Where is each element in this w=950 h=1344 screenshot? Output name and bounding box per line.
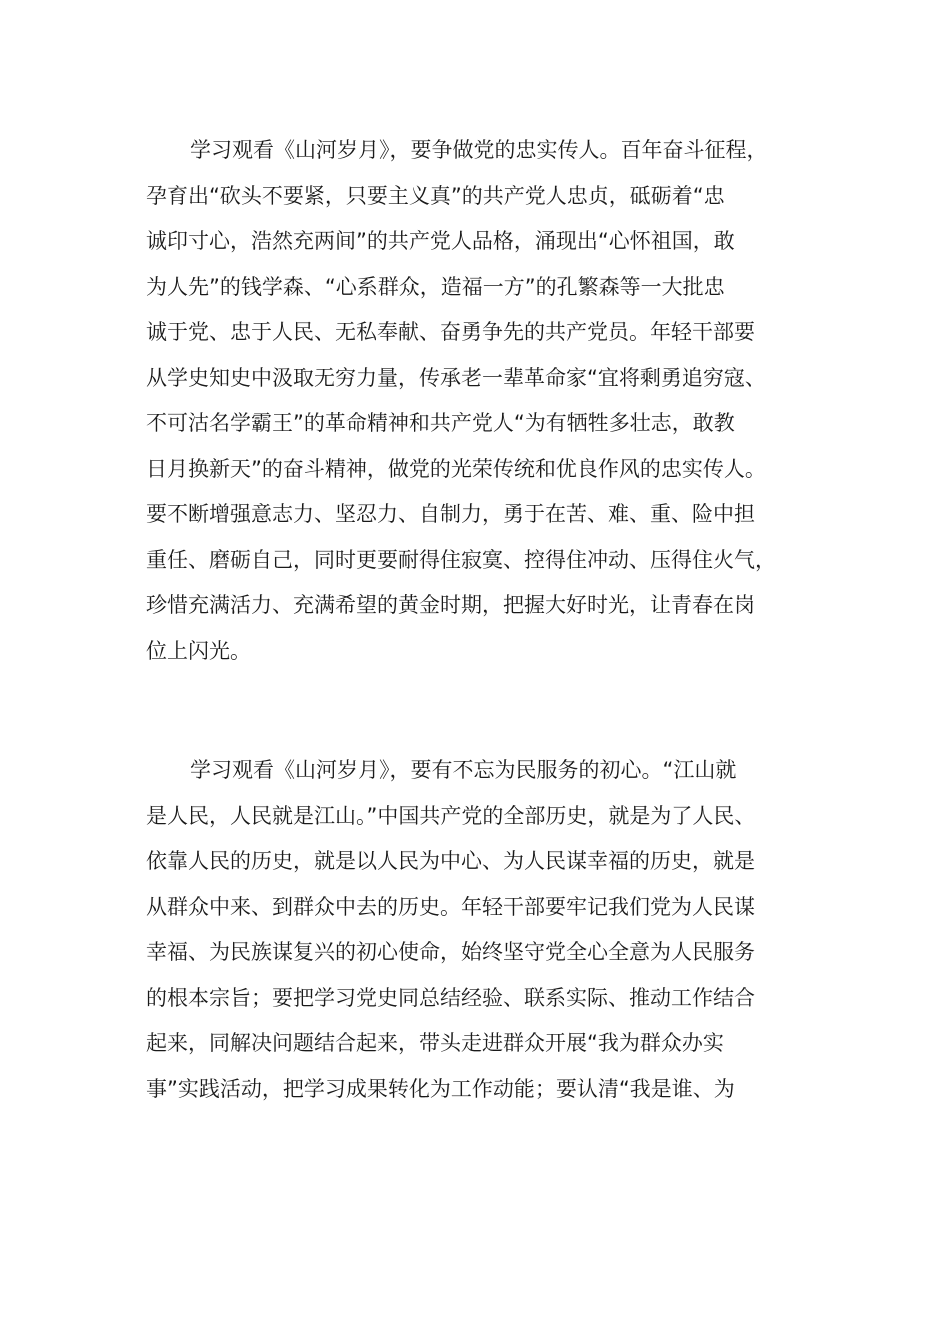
paragraph-2-line-1: 学习观看《山河岁月》，要有不忘为民服务的初心。“江山就 [190, 758, 737, 782]
paragraph-1-line-7: 不可沽名学霸王”的革命精神和共产党人“为有牺牲多壮志，敢教 [146, 411, 735, 435]
paragraph-1-line-9: 要不断增强意志力、坚忍力、自制力，勇于在苦、难、重、险中担 [146, 502, 755, 526]
paragraph-1-line-12: 位上闪光。 [146, 638, 251, 663]
paragraph-1-line-3: 诚印寸心，浩然充两间”的共产党人品格，涌现出“心怀祖国，敢 [146, 229, 735, 253]
paragraph-1-line-6: 从学史知史中汲取无穷力量，传承老一辈革命家“宜将剩勇追穷寇、 [146, 365, 766, 390]
paragraph-2-line-8: 事”实践活动，把学习成果转化为工作动能；要认清“我是谁、为 [146, 1076, 735, 1101]
paragraph-1-line-4: 为人先”的钱学森、“心系群众，造福一方”的孔繁森等一大批忠 [146, 274, 725, 299]
paragraph-2-line-4: 从群众中来、到群众中去的历史。年轻干部要牢记我们党为人民谋 [146, 894, 755, 919]
paragraph-1-line-2: 孕育出“砍头不要紧，只要主义真”的共产党人忠贞，砥砺着“忠 [146, 183, 725, 208]
paragraph-2-line-6: 的根本宗旨；要把学习党史同总结经验、联系实际、推动工作结合 [146, 985, 755, 1010]
paragraph-1-line-8: 日月换新天”的奋斗精神，做党的光荣传统和优良作风的忠实传人。 [146, 456, 766, 481]
paragraph-1-line-1: 学习观看《山河岁月》，要争做党的忠实传人。百年奋斗征程， [190, 138, 768, 162]
paragraph-2-line-3: 依靠人民的历史，就是以人民为中心、为人民谋幸福的历史，就是 [146, 849, 755, 873]
paragraph-2-line-7: 起来，同解决问题结合起来，带头走进群众开展“我为群众办实 [146, 1031, 724, 1055]
paragraph-1-line-11: 珍惜充满活力、充满希望的黄金时期，把握大好时光，让青春在岗 [146, 593, 755, 617]
paragraph-1-line-10: 重任、磨砺自己，同时更要耐得住寂寞、控得住冲动、压得住火气， [146, 547, 776, 572]
paragraph-2 [146, 748, 806, 1112]
paragraph-1 [146, 128, 806, 674]
paragraph-1-line-5: 诚于党、忠于人民、无私奉献、奋勇争先的共产党员。年轻干部要 [146, 320, 755, 344]
paragraph-2-line-5: 幸福、为民族谋复兴的初心使命，始终坚守党全心全意为人民服务 [146, 940, 755, 964]
paragraph-2-line-2: 是人民，人民就是江山。”中国共产党的全部历史，就是为了人民、 [146, 803, 756, 828]
